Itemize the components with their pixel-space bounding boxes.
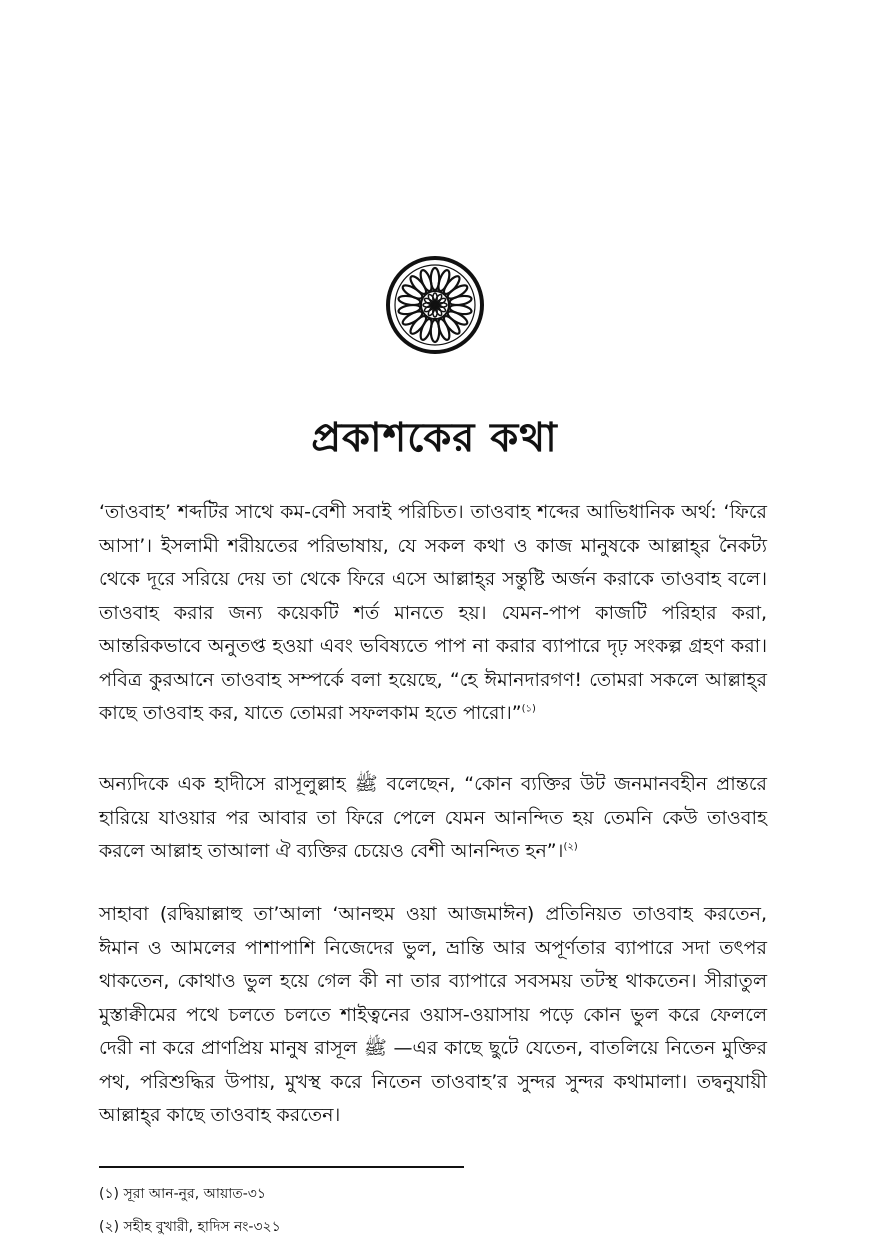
paragraph-2 [99,768,767,869]
paragraph-3 [99,898,767,1133]
page-title: প্রকাশকের কথা [311,415,558,461]
footnote-divider [99,1166,464,1168]
paragraph-2-text: অন্যদিকে এক হাদীসে রাসূলুল্লাহ ﷺ বলেছেন, “কোন ব্যক্তির উট জনমানবহীন প্রান্তরে হারিয়ে যাওয়ার পর আবার তা ফিরে পেলে যেমন আনন্দিত হয় তেমনি কেউ তাওবাহ করলে আল্লাহ তাআলা ঐ ব্যক্তির চেয়েও বেশী আনন্দিত হন”। [99,773,767,862]
footnote-ref-1: (১) [521,703,536,715]
footnote-ref-2: (২) [563,841,578,853]
paragraph-1 [99,496,767,731]
rosette-ornament-icon [385,255,485,355]
footnote-2: (২) সহীহ বুখারী, হাদিস নং-৩২১ [99,1219,281,1235]
footnote-1: (১) সূরা আন-নুর, আয়াত-৩১ [99,1186,266,1202]
paragraph-1-text: ‘তাওবাহ’ শব্দটির সাথে কম-বেশী সবাই পরিচিত। তাওবাহ শব্দের আভিধানিক অর্থ: ‘ফিরে আসা’। ইসলামী শরীয়তের পরিভাষায়, যে সকল কথা ও কাজ মানুষকে আল্লাহ্‌র নৈকট্য থেকে দূরে সরিয়ে দেয় তা থেকে ফিরে এসে আল্লাহ্‌র সন্তুষ্টি অর্জন করাকে তাওবাহ বলে। তাওবাহ করার জন্য কয়েকটি শর্ত মানতে হয়। যেমন-পাপ কাজটি পরিহার করা, আন্তরিকভাবে অনুতপ্ত হওয়া এবং ভবিষ্যতে পাপ না করার ব্যাপারে দৃঢ় সংকল্প গ্রহণ করা। পবিত্র কুরআনে তাওবাহ সম্পর্কে বলা হয়েছে, “হে ঈমানদারগণ! তোমরা সকলে আল্লাহ্‌র কাছে তাওবাহ কর, যাতে তোমরা সফলকাম হতে পারো।” [99,501,767,724]
paragraph-3-text: সাহাবা (রদ্বিয়াল্লাহু তা’আলা ‘আনহুম ওয়া আজমাঈন) প্রতিনিয়ত তাওবাহ করতেন, ঈমান ও আমলের পাশাপাশি নিজেদের ভুল, ভ্রান্তি আর অপূর্ণতার ব্যাপারে সদা তৎপর থাকতেন, কোথাও ভুল হয়ে গেল কী না তার ব্যাপারে সবসময় তটস্থ থাকতেন। সীরাতুল মুস্তাক্বীমের পথে চলতে চলতে শাইত্বনের ওয়াস-ওয়াসায় পড়ে কোন ভুল করে ফেললে দেরী না করে প্রাণপ্রিয় মানুষ রাসূল ﷺ —এর কাছে ছুটে যেতেন, বাতলিয়ে নিতেন মুক্তির পথ, পরিশুদ্ধির উপায়, মুখস্থ করে নিতেন তাওবাহ’র সুন্দর সুন্দর কথামালা। তদ্বনুযায়ী আল্লাহ্‌র কাছে তাওবাহ করতেন। [99,903,767,1126]
